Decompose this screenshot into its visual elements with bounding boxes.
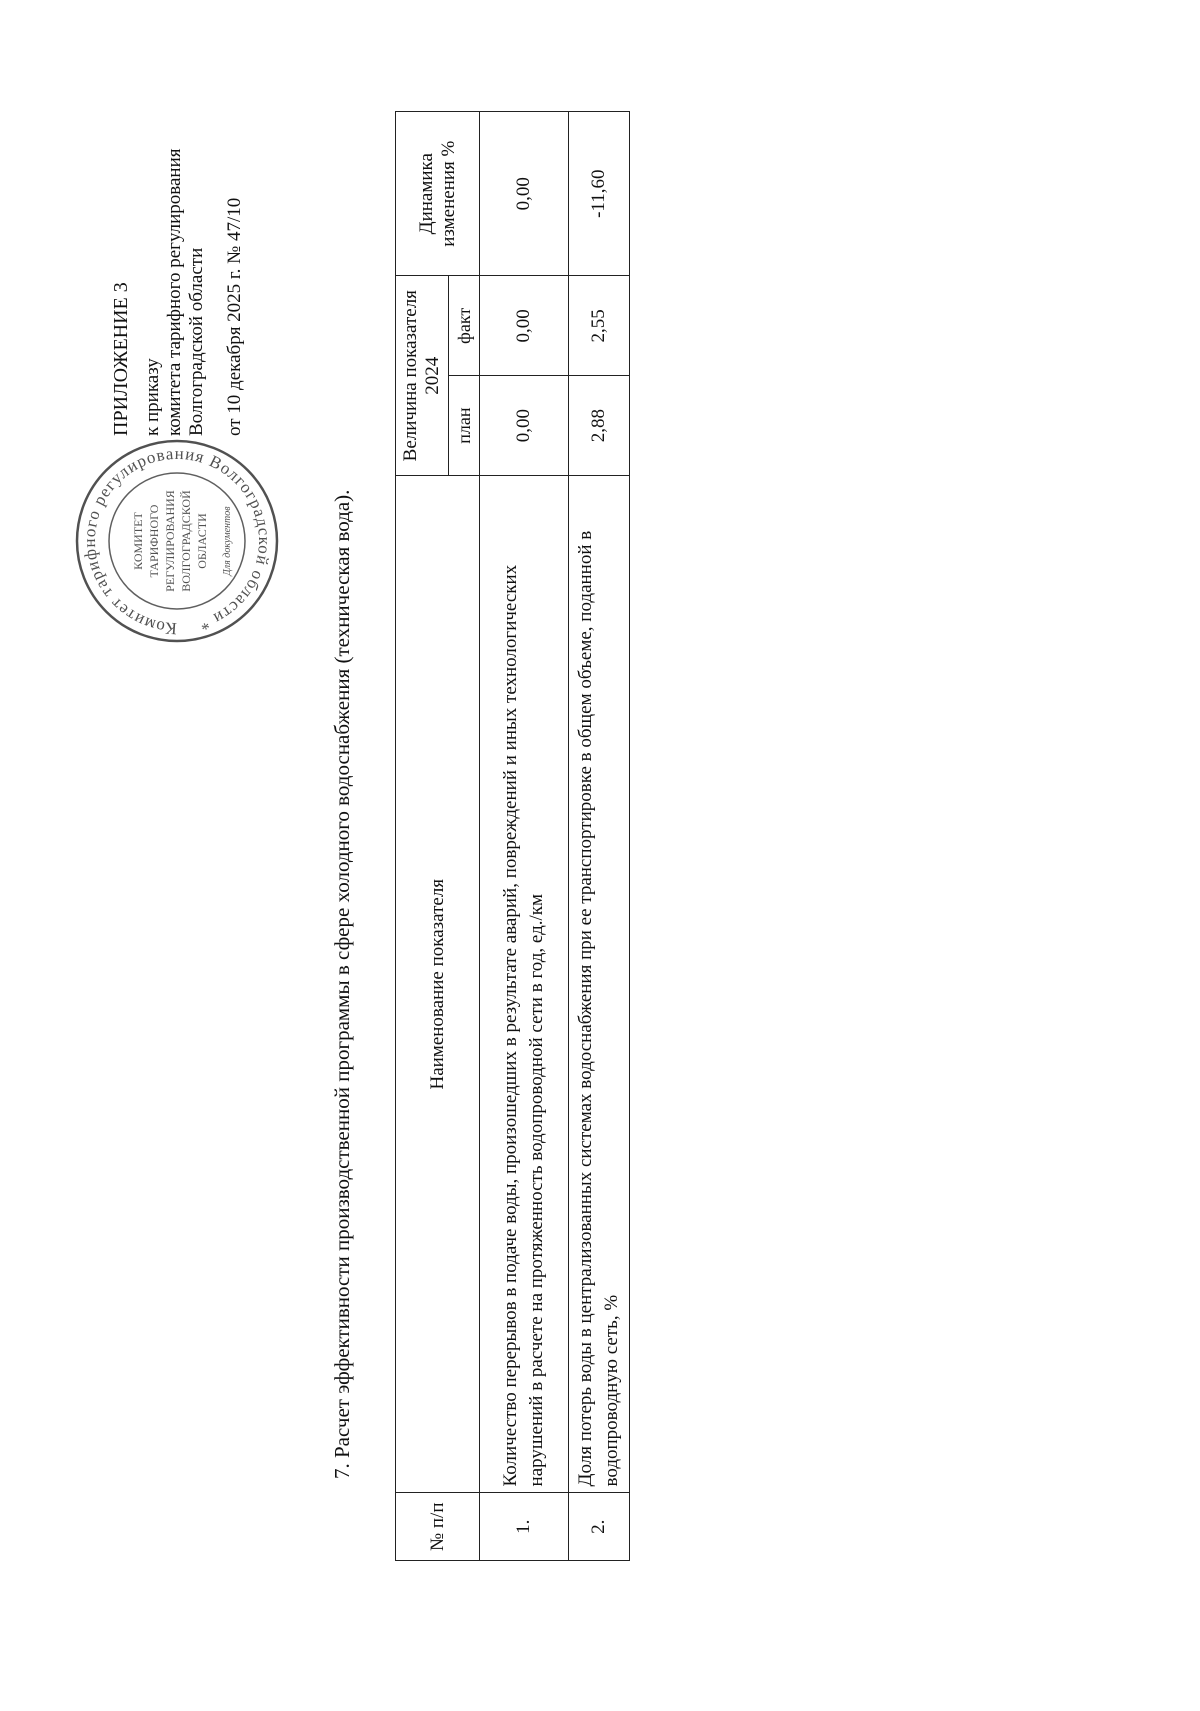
svg-text:ВОЛГОГРАДСКОЙ: ВОЛГОГРАДСКОЙ	[179, 490, 193, 592]
row-name: Количество перерывов в подаче воды, произошедших в результате аварий, повреждений и иных технологических нарушений в расчете на протяженность водопроводной сети в год, ед./км	[480, 476, 569, 1493]
table-row	[480, 112, 569, 1561]
table-caption: 7. Расчет эффективности производственной программы в сфере холодного водоснабжения (техническая вода).	[330, 489, 354, 1479]
appendix-date: от 10 декабря 2025 г. № 47/10	[224, 197, 245, 436]
indicators-table	[395, 111, 630, 1561]
row-num: 1.	[480, 1493, 569, 1561]
appendix-title: ПРИЛОЖЕНИЕ 3	[110, 282, 132, 436]
appendix-header	[110, 148, 246, 436]
row-fact: 0,00	[480, 276, 569, 376]
row-name: Доля потерь воды в централизованных системах водоснабжения при ее транспортировке в общем объеме, поданной в водопроводную сеть, %	[569, 476, 630, 1493]
header-value-group: Величина показателя 2024	[396, 276, 449, 476]
header-name: Наименование показателя	[396, 476, 480, 1493]
header-plan: план	[449, 376, 480, 476]
row-num: 2.	[569, 1493, 630, 1561]
document-page	[0, 51, 1200, 1711]
official-seal	[72, 436, 282, 646]
row-dynamics: -11,60	[569, 112, 630, 276]
svg-text:ТАРИФНОГО: ТАРИФНОГО	[147, 504, 161, 578]
header-fact: факт	[449, 276, 480, 376]
svg-text:Комитет тарифного регулировани: Комитет тарифного регулирования Волгоградской области *	[79, 443, 275, 639]
appendix-line-committee: комитета тарифного регулирования	[164, 148, 185, 436]
appendix-line-region: Волгоградской области	[186, 247, 207, 436]
row-dynamics: 0,00	[480, 112, 569, 276]
header-num: № п/п	[396, 1493, 480, 1561]
table-header-row	[396, 112, 449, 1561]
row-plan: 2,88	[569, 376, 630, 476]
svg-text:Для документов: Для документов	[222, 506, 233, 576]
svg-text:РЕГУЛИРОВАНИЯ: РЕГУЛИРОВАНИЯ	[163, 490, 177, 592]
row-plan: 0,00	[480, 376, 569, 476]
svg-text:ОБЛАСТИ: ОБЛАСТИ	[195, 513, 209, 569]
appendix-line-order: к приказу	[142, 358, 163, 436]
svg-text:КОМИТЕТ: КОМИТЕТ	[131, 512, 145, 570]
row-fact: 2,55	[569, 276, 630, 376]
header-dynamics: Динамика изменения %	[396, 112, 480, 276]
table-row	[569, 112, 630, 1561]
